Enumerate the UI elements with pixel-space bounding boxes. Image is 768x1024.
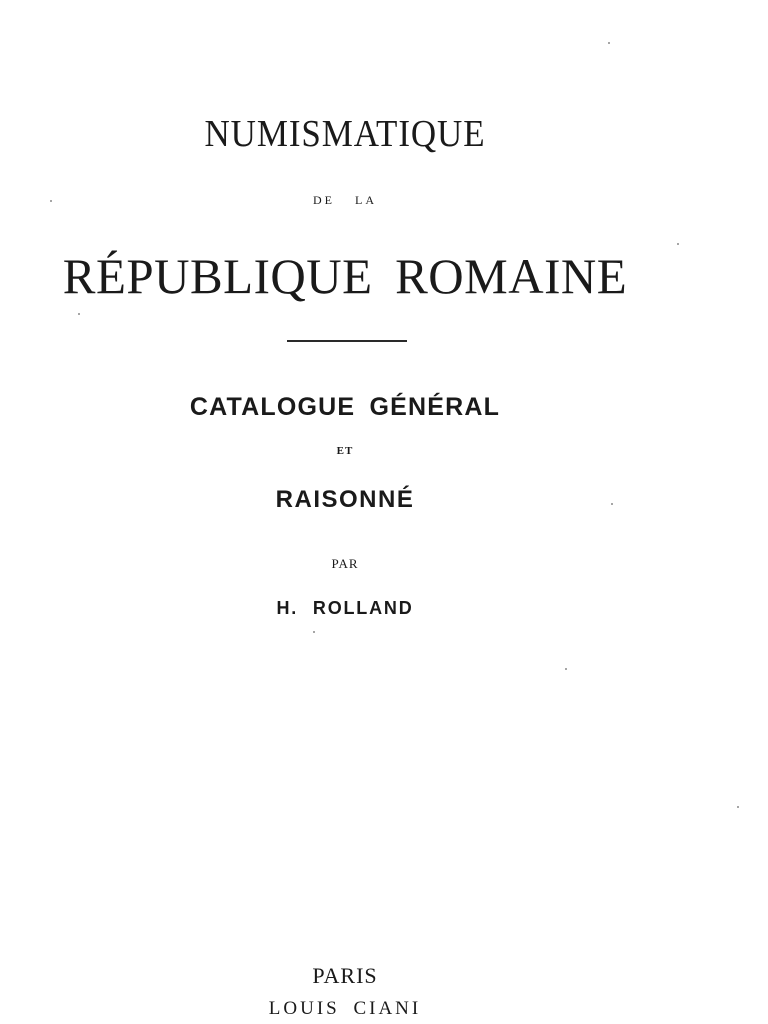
author-name: H. ROLLAND: [276, 598, 414, 618]
title-line-de-la: DE LA: [313, 193, 377, 207]
scan-speck: [565, 668, 567, 670]
subtitle-line-catalogue-general: CATALOGUE GÉNÉRAL: [189, 393, 501, 421]
by-label: PAR: [331, 556, 359, 571]
scan-speck: [50, 200, 52, 202]
title-line-republique-romaine: RÉPUBLIQUE ROMAINE: [62, 248, 628, 304]
scan-speck: [313, 631, 315, 633]
title-line-numismatique: NUMISMATIQUE: [204, 113, 486, 155]
subtitle-line-et: ET: [336, 445, 354, 457]
scan-speck: [677, 243, 679, 245]
scan-speck: [611, 503, 613, 505]
imprint-city: PARIS: [312, 963, 378, 988]
scan-speck: [737, 806, 739, 808]
imprint-publisher: LOUIS CIANI: [268, 998, 422, 1019]
scan-speck: [78, 313, 80, 315]
scan-speck: [608, 42, 610, 44]
subtitle-line-raisonne: RAISONNÉ: [275, 486, 415, 513]
title-divider-rule: [287, 340, 407, 342]
